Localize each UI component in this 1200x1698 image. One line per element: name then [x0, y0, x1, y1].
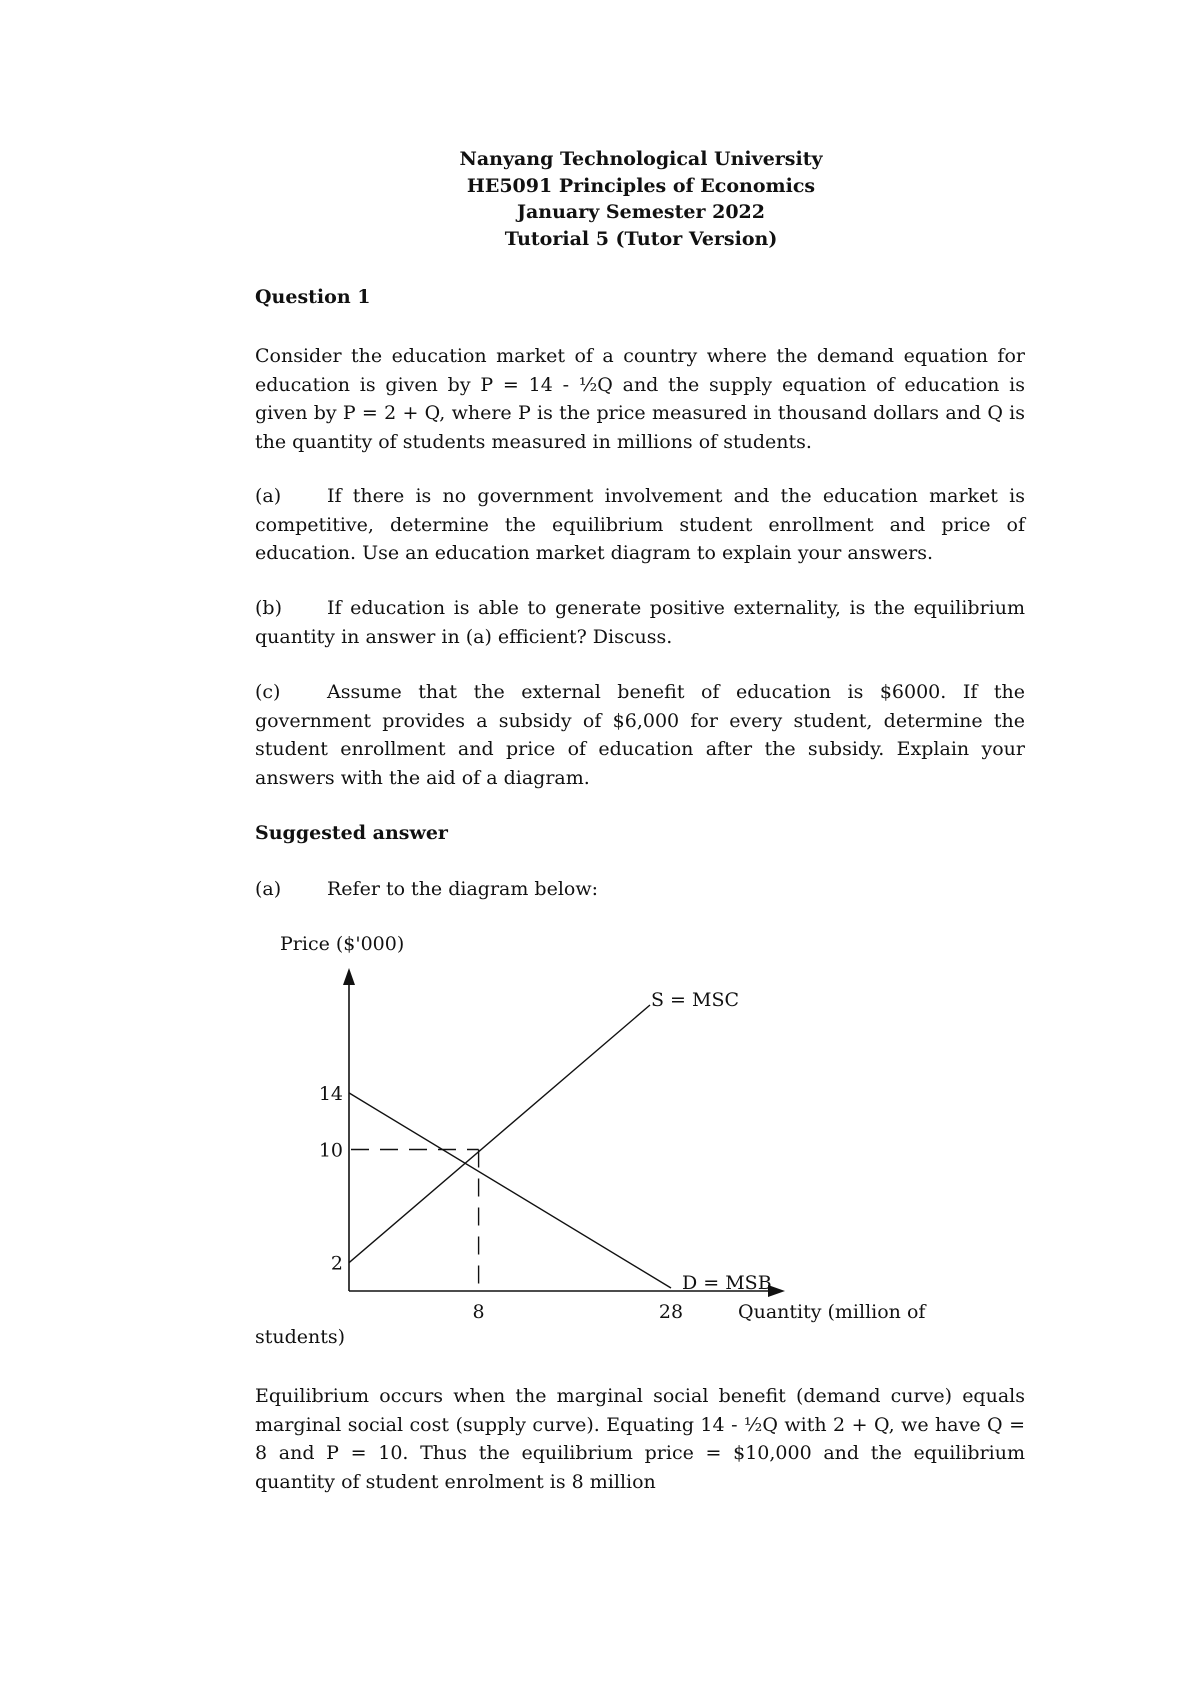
- diagram-caption-tail: students): [255, 1326, 346, 1348]
- y-axis-label: Price ($'000): [280, 933, 405, 955]
- demand-label: D = MSB: [682, 1272, 772, 1294]
- question-heading: Question 1: [255, 286, 371, 308]
- x-tick-28: 28: [658, 1301, 684, 1323]
- part-text: If education is able to generate positive externality, is the equilibrium quantity in answer in (a) efficient? Discuss.: [255, 597, 1025, 648]
- part-text: Assume that the external benefit of education is $6000. If the government provides a subsidy of $6,000 for every student, determine the student enrollment and price of education after the subsidy. Explain your answers with the aid of a diagram.: [255, 681, 1025, 789]
- university-name: Nanyang Technological University: [459, 148, 823, 170]
- y-tick-2: 2: [330, 1252, 343, 1275]
- answer-explanation: Equilibrium occurs when the marginal social benefit (demand curve) equals marginal social cost (supply curve). Equating 14 - ½Q with 2 + Q, we have Q = 8 and P = 10. Thus the equilibrium price = $10,000 and the equilibrium quantity of student enrolment is 8 million: [255, 1385, 1025, 1493]
- part-text: If there is no government involvement and the education market is competitive, determine the equilibrium student enrollment and price of education. Use an education market diagram to explain your answers.: [255, 485, 1025, 564]
- demand-curve: [349, 1093, 671, 1288]
- x-tick-8: 8: [472, 1301, 485, 1323]
- part-label: (a): [255, 485, 282, 507]
- supply-label: S = MSC: [651, 989, 740, 1011]
- y-tick-10: 10: [318, 1139, 343, 1162]
- supply-curve: [349, 1005, 650, 1263]
- part-text: Refer to the diagram below:: [327, 878, 599, 900]
- semester-label: January Semester 2022: [517, 201, 765, 223]
- y-tick-14: 14: [318, 1082, 343, 1105]
- part-label: (b): [255, 597, 282, 619]
- part-label: (a): [255, 878, 282, 900]
- tutorial-title: Tutorial 5 (Tutor Version): [504, 227, 778, 250]
- y-axis-arrow: [343, 968, 355, 985]
- part-label: (c): [255, 681, 281, 703]
- question-intro: Consider the education market of a country where the demand equation for education is given by P = 14 - ½Q and the supply equation of education is given by P = 2 + Q, where P is the price measured in thousand dollars and Q is the quantity of students measured in millions of students.: [255, 345, 1025, 453]
- x-axis-label: Quantity (million of: [738, 1301, 926, 1323]
- course-title: HE5091 Principles of Economics: [466, 174, 816, 197]
- answer-heading: Suggested answer: [255, 822, 448, 844]
